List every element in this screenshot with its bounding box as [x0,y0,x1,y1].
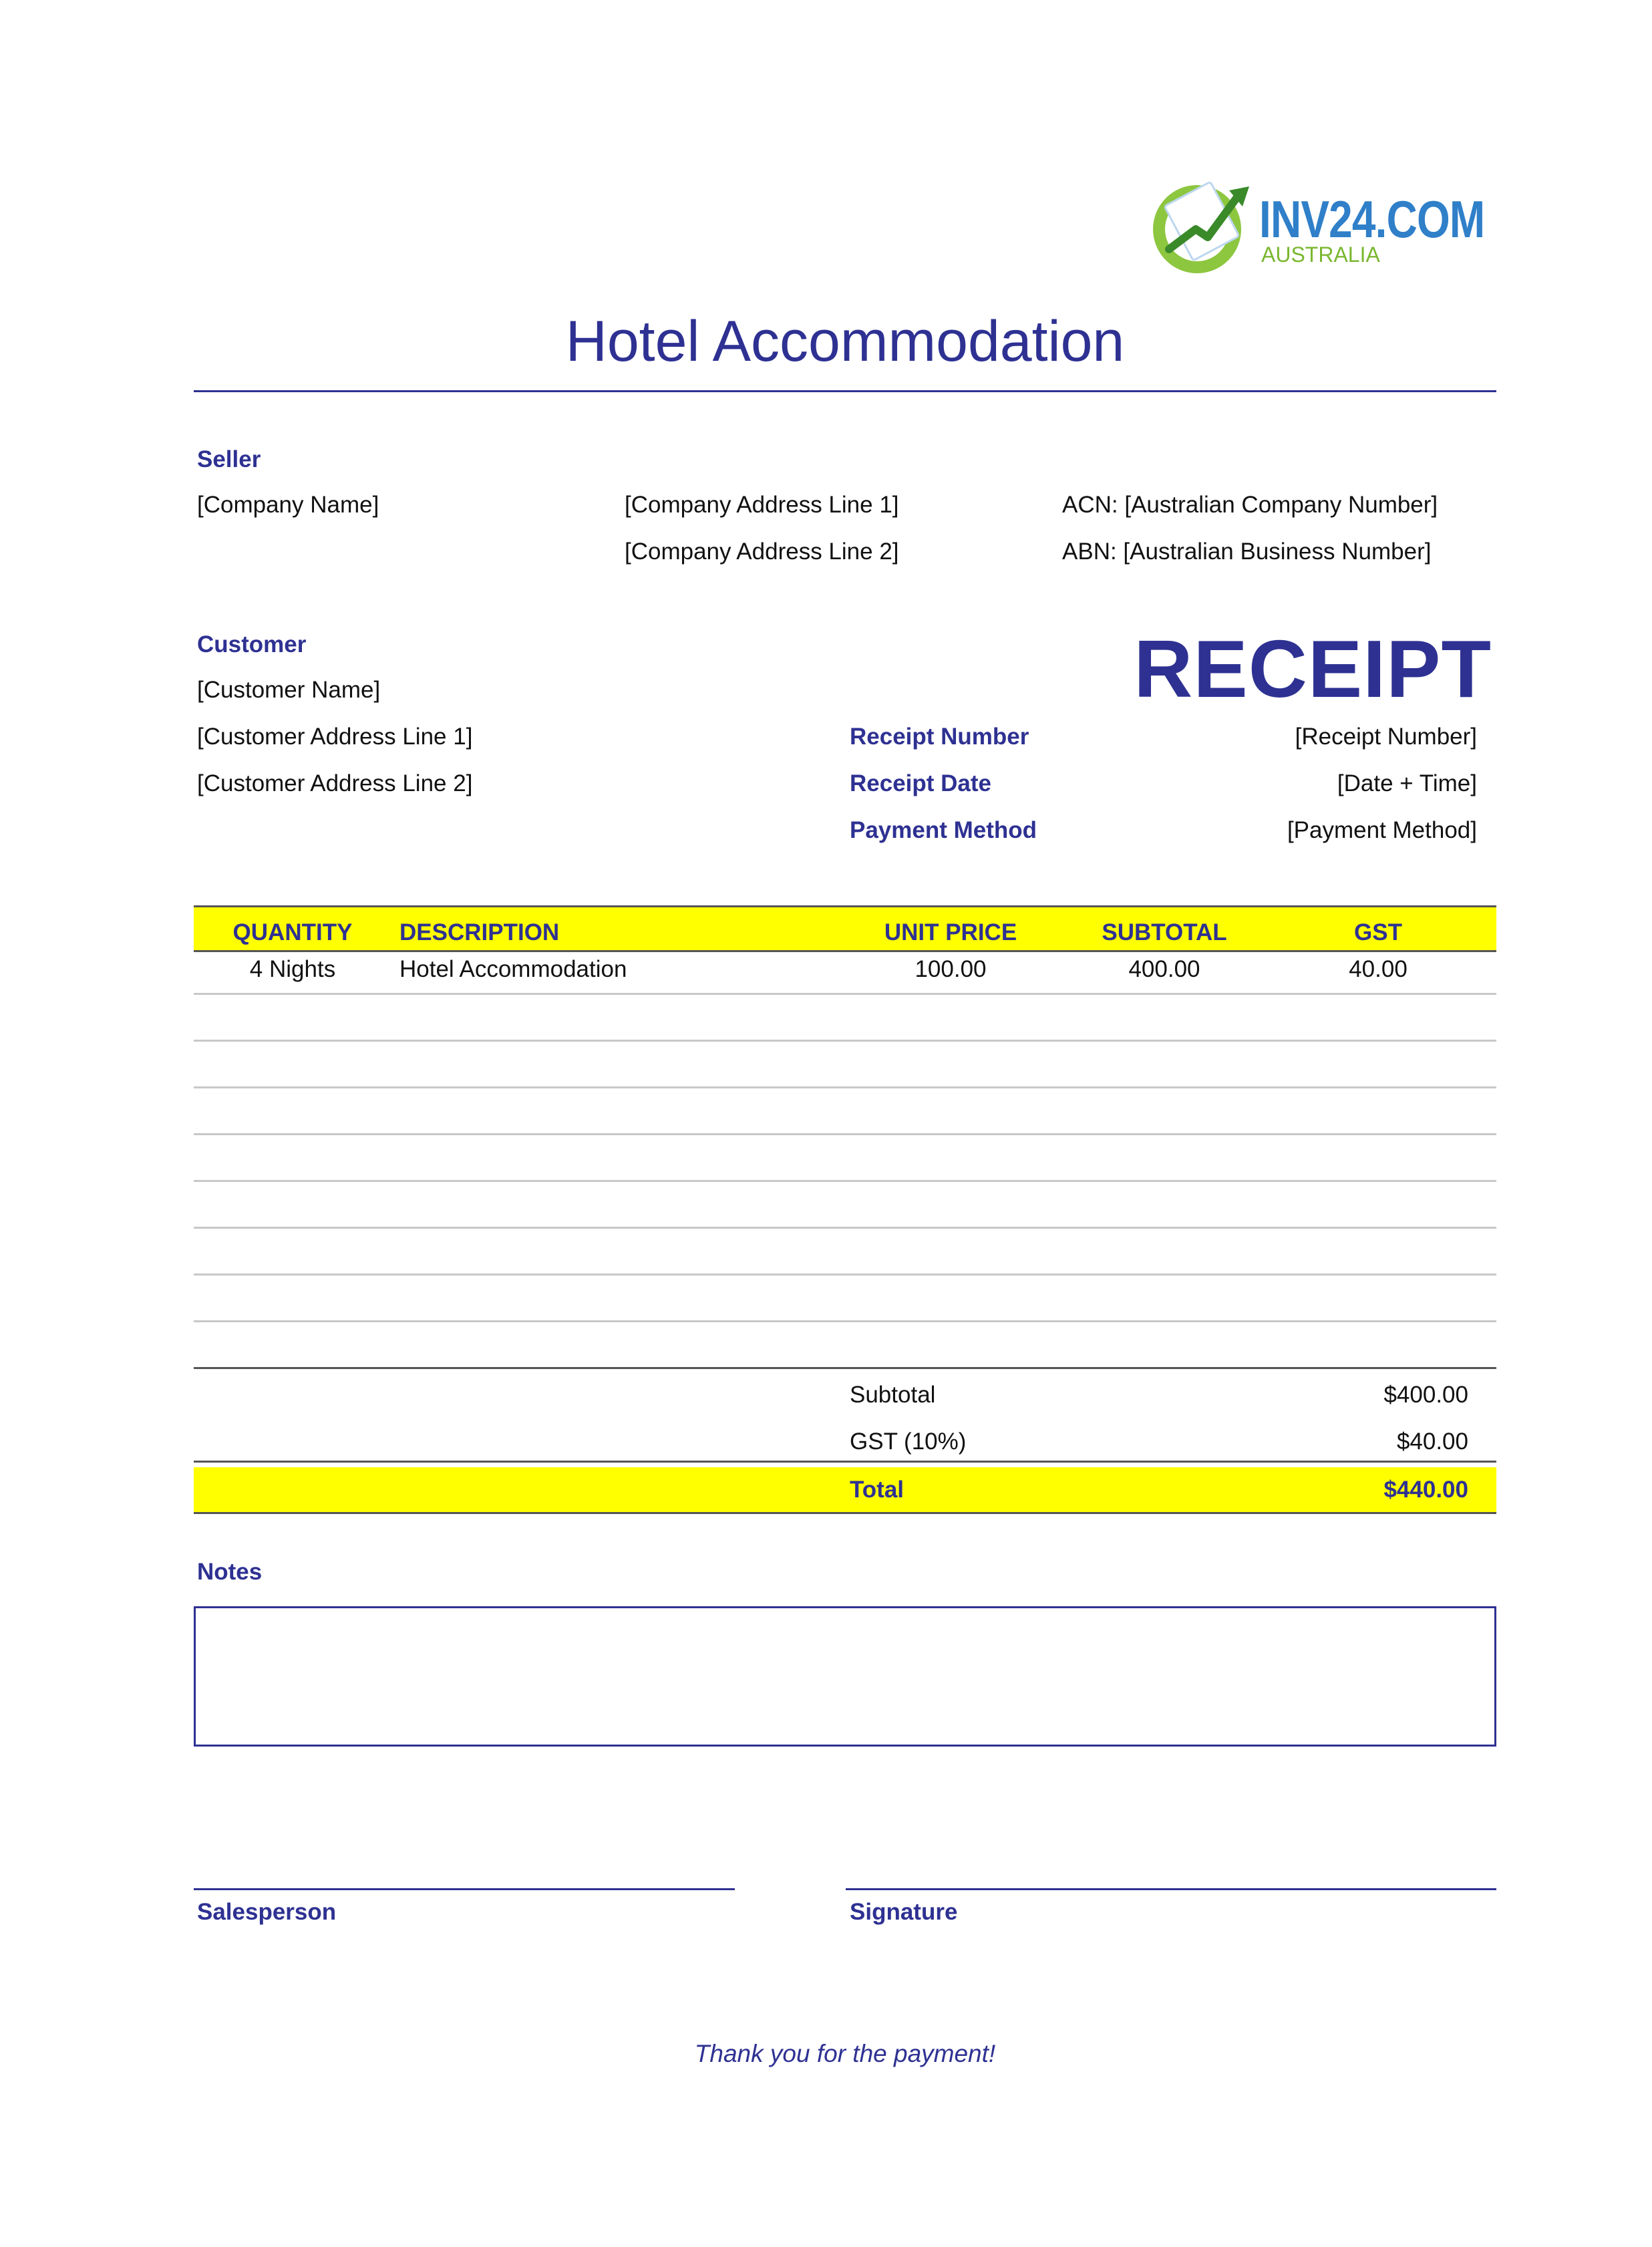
totals-divider [194,1461,1496,1463]
thank-you-message: Thank you for the payment! [694,2040,996,2067]
row-description: Hotel Accommodation [399,956,627,982]
row-divider [194,1320,1496,1322]
items-table-header [194,905,1496,952]
receipt-date-label: Receipt Date [850,770,992,796]
notes-box[interactable] [194,1606,1496,1747]
receipt-heading: RECEIPT [1134,623,1492,714]
customer-address-line2: [Customer Address Line 2] [197,770,473,796]
table-bottom-border [194,1367,1496,1369]
row-unit-price: 100.00 [915,956,987,982]
row-quantity: 4 Nights [249,956,336,982]
seller-company-name: [Company Name] [197,492,379,518]
column-header-description: DESCRIPTION [399,919,560,945]
total-row [194,1467,1496,1514]
row-divider [194,1133,1496,1135]
logo-subtitle: AUSTRALIA [1261,243,1380,267]
total-value: $440.00 [1383,1477,1468,1503]
notes-label: Notes [197,1559,263,1585]
receipt-number-value: [Receipt Number] [1295,724,1477,750]
title-divider [194,390,1496,392]
column-header-gst: GST [1354,919,1402,945]
row-subtotal: 400.00 [1128,956,1200,982]
customer-label: Customer [197,631,307,657]
gst-label: GST (10%) [850,1429,967,1455]
logo-wordmark: INV24.COM [1259,190,1485,249]
subtotal-value: $400.00 [1383,1382,1468,1408]
gst-value: $40.00 [1396,1429,1468,1455]
seller-address-line2: [Company Address Line 2] [625,539,899,565]
row-divider [194,1180,1496,1182]
column-header-quantity: QUANTITY [232,919,353,945]
document-title: Hotel Accommodation [565,309,1125,373]
receipt-number-label: Receipt Number [850,724,1029,750]
seller-label: Seller [197,446,261,472]
row-divider [194,1274,1496,1276]
signature-label: Signature [850,1899,958,1925]
receipt-date-value: [Date + Time] [1337,770,1477,796]
salesperson-label: Salesperson [197,1899,337,1925]
seller-abn: ABN: [Australian Business Number] [1062,539,1432,565]
customer-name: [Customer Name] [197,677,381,703]
customer-address-line1: [Customer Address Line 1] [197,724,473,750]
row-divider [194,993,1496,995]
row-divider [194,1040,1496,1042]
row-divider [194,1086,1496,1088]
total-label: Total [850,1477,904,1503]
column-header-unit-price: UNIT PRICE [884,919,1017,945]
signature-line [846,1888,1496,1890]
subtotal-label: Subtotal [850,1382,936,1408]
salesperson-line [194,1888,735,1890]
inv24-logo [1149,170,1485,281]
row-divider [194,1227,1496,1229]
column-header-subtotal: SUBTOTAL [1102,919,1227,945]
seller-address-line1: [Company Address Line 1] [625,492,899,518]
payment-method-label: Payment Method [850,817,1037,843]
logo-icon [1149,170,1256,277]
payment-method-value: [Payment Method] [1287,817,1477,843]
seller-acn: ACN: [Australian Company Number] [1062,492,1438,518]
row-gst: 40.00 [1349,956,1408,982]
